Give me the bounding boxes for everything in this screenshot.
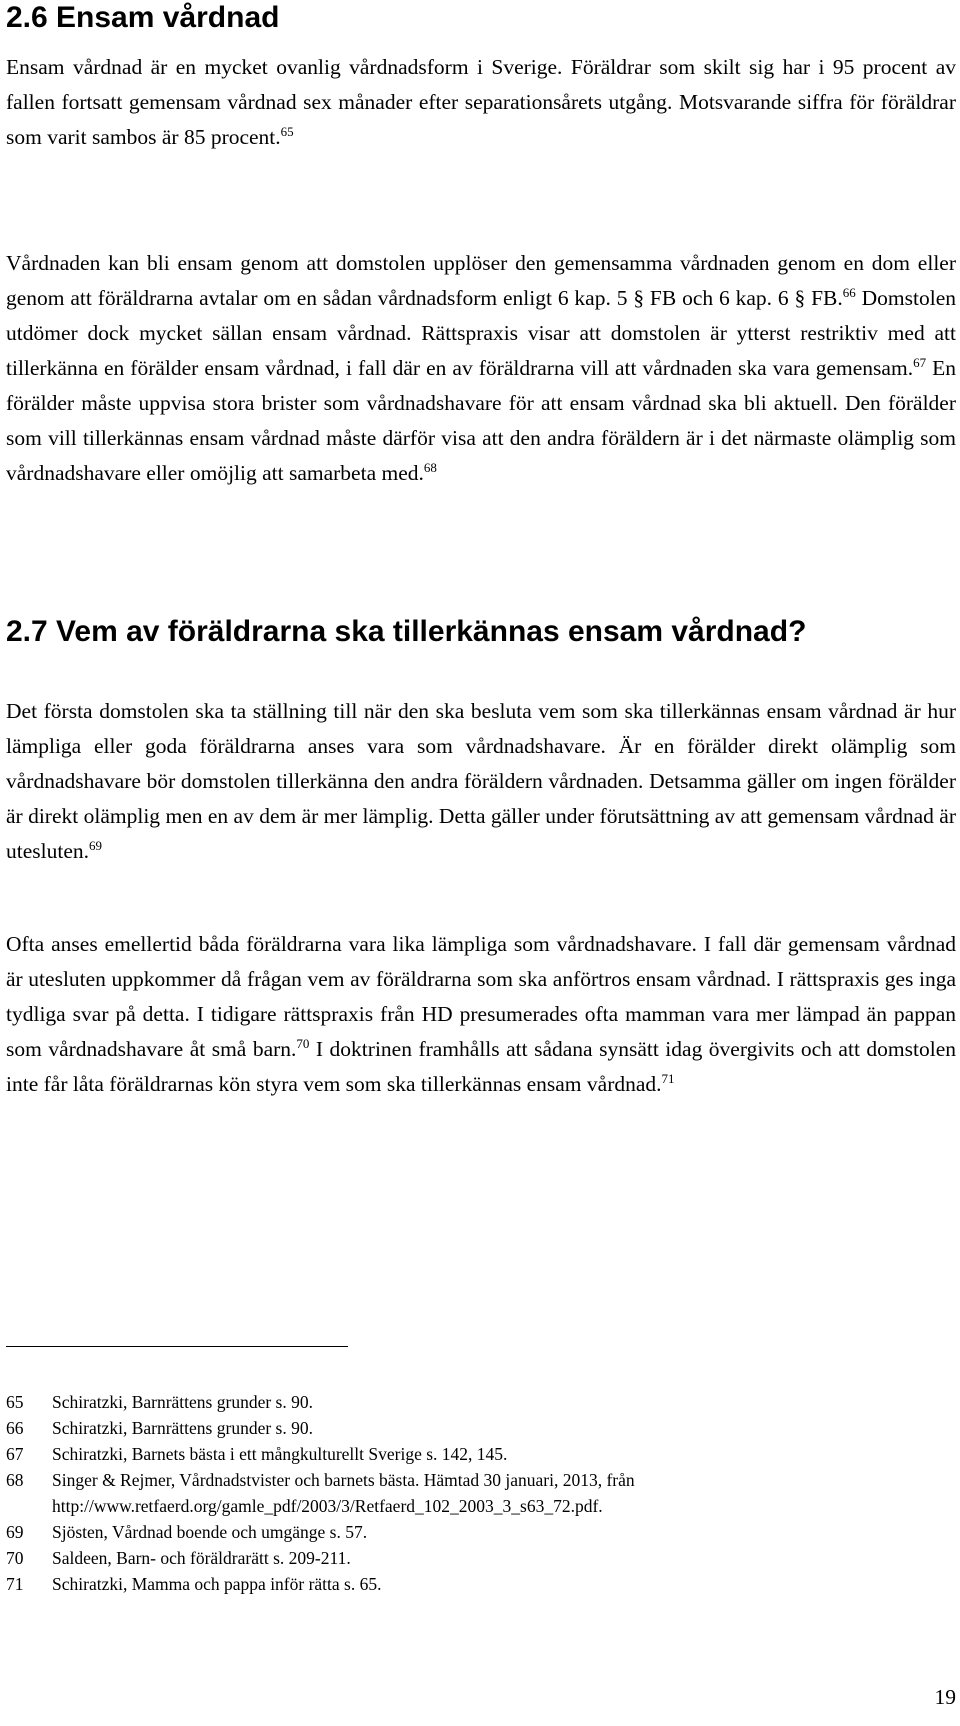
footnote-ref-69[interactable]: 69 (89, 838, 102, 853)
footnote-text: Schiratzki, Barnets bästa i ett mångkulturellt Sverige s. 142, 145. (52, 1444, 508, 1464)
paragraph-text: Ofta anses emellertid båda föräldrarna vara lika lämpliga som vårdnadshavare. I fall där gemensam vårdnad är utesluten uppkommer då frågan vem av föräldrarna som ska anförtros ensam vårdnad. I rättspraxis ges inga tydliga svar på detta. I tidigare rättspraxis från HD presumerades ofta mamman vara mer lämpad än pappan som vårdnadshavare åt små barn. (6, 932, 956, 1061)
footnote-number: 68 (6, 1470, 24, 1490)
footnote-text: Schiratzki, Mamma och pappa inför rätta s. 65. (52, 1574, 382, 1594)
paragraph-text: Det första domstolen ska ta ställning till när den ska besluta vem som ska tillerkännas ensam vårdnad är hur lämpliga eller goda föräldrarna anses vara som vårdnadshavare. Är en förälder direkt olämplig som vårdnadshavare bör domstolen tillerkänna den andra föräldern vårdnaden. Detsamma gäller om ingen förälder är direkt olämplig men en av dem är mer lämplig. Detta gäller under förutsättning av att gemensam vårdnad är utesluten. (6, 699, 956, 863)
footnote-ref-71[interactable]: 71 (661, 1071, 675, 1086)
paragraph-parental-suitability (6, 694, 956, 869)
footnote-text: Schiratzki, Barnrättens grunder s. 90. (52, 1418, 313, 1438)
section-heading-2-7: 2.7 Vem av föräldrarna ska tillerkännas ensam vårdnad? (6, 615, 807, 648)
footnote-item (6, 1571, 956, 1597)
footnote-separator (6, 1346, 348, 1347)
footnote-text: Saldeen, Barn- och föräldrarätt s. 209-211. (52, 1548, 351, 1568)
footnote-number: 66 (6, 1418, 24, 1438)
footnote-item (6, 1389, 956, 1415)
paragraph-text: Domstolen utdömer dock mycket sällan ensam vårdnad. Rättspraxis visar att domstolen är ytterst restriktiv med att tillerkänna en förälder ensam vårdnad, i fall där en av föräldrarna vill att vårdnaden ska vara gemensam. (6, 286, 956, 380)
paragraph-text: I doktrinen framhålls att sådana synsätt idag övergivits och att domstolen inte får låta föräldrarnas kön styra vem som ska tillerkännas ensam vårdnad. (6, 1037, 956, 1096)
paragraph-equal-suitability (6, 927, 956, 1102)
footnote-number: 69 (6, 1522, 24, 1542)
paragraph-sole-custody-rarity (6, 50, 956, 155)
footnote-item (6, 1441, 956, 1467)
footnote-text: Schiratzki, Barnrättens grunder s. 90. (52, 1392, 313, 1412)
paragraph-text: Vårdnaden kan bli ensam genom att domstolen upplöser den gemensamma vårdnaden genom en dom eller genom att föräldrarna avtalar om en sådan vårdnadsform enligt 6 kap. 5 § FB och 6 kap. 6 § FB. (6, 251, 956, 310)
footnote-number: 67 (6, 1444, 24, 1464)
footnote-number: 70 (6, 1548, 24, 1568)
footnote-ref-65[interactable]: 65 (280, 124, 294, 139)
footnote-ref-66[interactable]: 66 (842, 285, 856, 300)
paragraph-text: En förälder måste uppvisa stora brister som vårdnadshavare för att ensam vårdnad ska bli aktuell. Den förälder som vill tillerkännas ensam vårdnad måste därför visa att den andra föräldern är i det närmaste olämplig som vårdnadshavare eller omöjlig att samarbeta med. (6, 356, 956, 485)
footnote-item (6, 1545, 956, 1571)
footnote-text: Singer & Rejmer, Vårdnadstvister och barnets bästa. Hämtad 30 januari, 2013, från http://www.retfaerd.org/gamle_pdf/2003/3/Retfaerd_102_2003_3_s63_72.pdf. (52, 1470, 635, 1516)
paragraph-sole-custody-court (6, 246, 956, 491)
footnote-item (6, 1415, 956, 1441)
footnotes-list (6, 1389, 956, 1597)
footnote-number: 65 (6, 1392, 24, 1412)
footnote-item (6, 1519, 956, 1545)
footnote-item (6, 1467, 956, 1519)
paragraph-text: Ensam vårdnad är en mycket ovanlig vårdnadsform i Sverige. Föräldrar som skilt sig har i 95 procent av fallen fortsatt gemensam vårdnad sex månader efter separationsårets utgång. Motsvarande siffra för föräldrar som varit sambos är 85 procent. (6, 55, 956, 149)
footnote-ref-67[interactable]: 67 (913, 355, 927, 370)
page-number: 19 (934, 1685, 956, 1709)
section-heading-2-6: 2.6 Ensam vårdnad (6, 1, 280, 34)
footnote-ref-70[interactable]: 70 (296, 1036, 310, 1051)
footnote-ref-68[interactable]: 68 (423, 460, 437, 475)
footnote-text: Sjösten, Vårdnad boende och umgänge s. 57. (52, 1522, 368, 1542)
footnote-number: 71 (6, 1574, 24, 1594)
